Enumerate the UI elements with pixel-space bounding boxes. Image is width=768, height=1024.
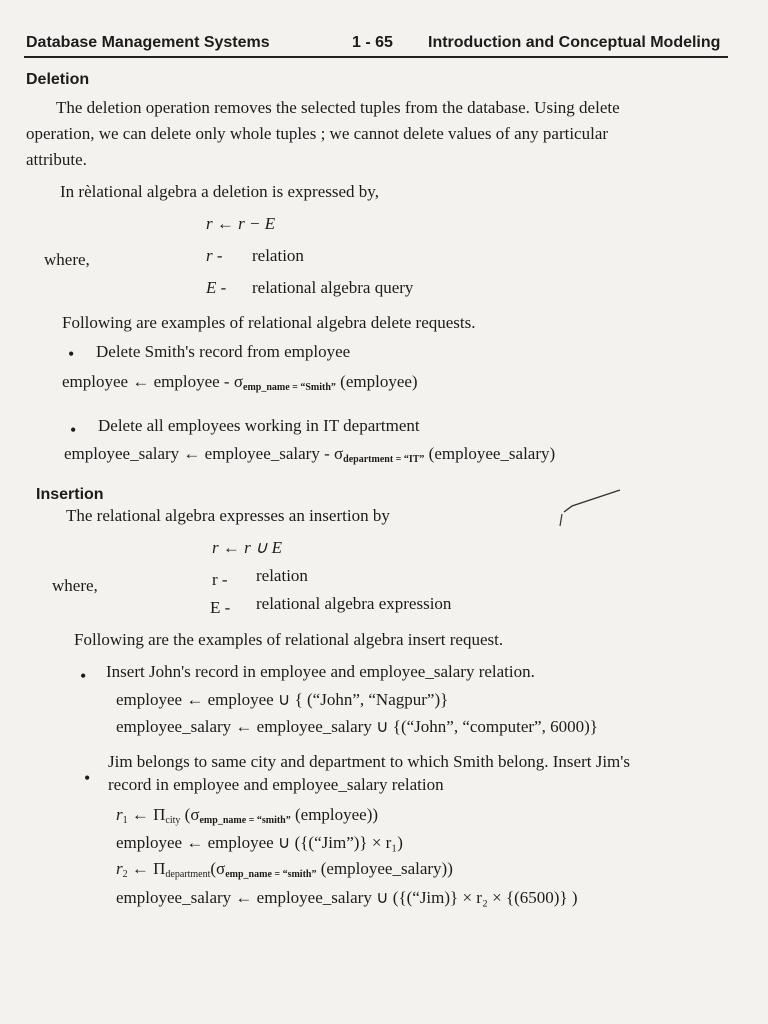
deletion-def-r-symbol: r - xyxy=(206,246,223,265)
insertion-def-e-text: relational algebra expression xyxy=(256,594,452,613)
deletion-def-r-text: relation xyxy=(252,246,304,265)
deletion-example-1-expression: employee ← employee - $\sigma_{emp\_name = “Smith”}$ (employee) xyxy=(62,372,418,393)
insertion-def-r-text: relation xyxy=(256,566,308,585)
running-header xyxy=(26,30,726,56)
deletion-formula: r ← r − E xyxy=(206,214,276,233)
insertion-def-e-symbol: E - xyxy=(210,598,231,617)
deletion-intro: In rèlational algebra a deletion is expressed by, xyxy=(60,182,379,201)
chapter-title: Introduction and Conceptual Modeling xyxy=(428,34,721,51)
book-title: Database Management Systems xyxy=(26,34,270,51)
bullet-icon: • xyxy=(84,768,91,788)
insertion-example-2-line-2: record in employee and employee_salary relation xyxy=(108,775,444,794)
deletion-paragraph-line-3: attribute. xyxy=(26,150,87,169)
insertion-where: where, xyxy=(52,576,98,595)
deletion-examples-intro: Following are examples of relational algebra delete requests. xyxy=(62,313,476,332)
insertion-def-r-symbol: r - xyxy=(212,570,228,589)
insertion-example-2-expression-2: employee ← employee ∪ ({(“Jim”)} × r₁) xyxy=(116,833,403,852)
insertion-examples-intro: Following are the examples of relational algebra insert request. xyxy=(74,630,504,649)
deletion-where: where, xyxy=(44,250,90,269)
header-rule xyxy=(24,56,728,58)
insertion-example-2-expression-1: $r_1$ ← $\Pi_{city}$ ($\sigma_{emp\_name = “smith”}$ (employee)) xyxy=(116,805,379,826)
insertion-heading: Insertion xyxy=(36,486,104,503)
insertion-example-1-expression-2: employee_salary ← employee_salary ∪ {(“John”, “computer”, 6000)} xyxy=(116,717,598,736)
deletion-def-e-text: relational algebra query xyxy=(252,278,414,297)
bullet-icon: • xyxy=(68,344,75,364)
deletion-example-1: Delete Smith's record from employee xyxy=(96,342,351,361)
check-mark-icon xyxy=(558,484,628,530)
deletion-paragraph-line-1: The deletion operation removes the selected tuples from the database. Using delete xyxy=(56,98,620,117)
insertion-formula: r ← r ∪ E xyxy=(212,538,283,557)
bullet-icon: • xyxy=(70,420,77,440)
deletion-example-2: Delete all employees working in IT department xyxy=(98,416,420,435)
bullet-icon: • xyxy=(80,666,87,686)
insertion-example-1-expression-1: employee ← employee ∪ { (“John”, “Nagpur”)} xyxy=(116,690,449,709)
insertion-example-2-line-1: Jim belongs to same city and department to which Smith belong. Insert Jim's xyxy=(108,752,630,771)
deletion-heading: Deletion xyxy=(26,71,90,88)
insertion-intro: The relational algebra expresses an insertion by xyxy=(66,506,390,525)
page-number: 1 - 65 xyxy=(352,34,393,51)
deletion-example-2-expression: employee_salary ← employee_salary - $\sigma_{department = “IT”}$ (employee_salary) xyxy=(64,444,556,465)
deletion-paragraph-line-2: operation, we can delete only whole tuples ; we cannot delete values of any particular xyxy=(26,124,609,143)
insertion-example-2-expression-3: $r_2$ ← $\Pi_{department}(\sigma_{emp\_name = “smith”}$ (employee_salary)) xyxy=(116,859,453,880)
deletion-def-e-symbol: E - xyxy=(206,278,227,297)
insertion-example-1: Insert John's record in employee and employee_salary relation. xyxy=(106,662,535,681)
insertion-example-2-expression-4: employee_salary ← employee_salary ∪ ({(“Jim)} × r₂ × {(6500)} ) xyxy=(116,888,578,907)
